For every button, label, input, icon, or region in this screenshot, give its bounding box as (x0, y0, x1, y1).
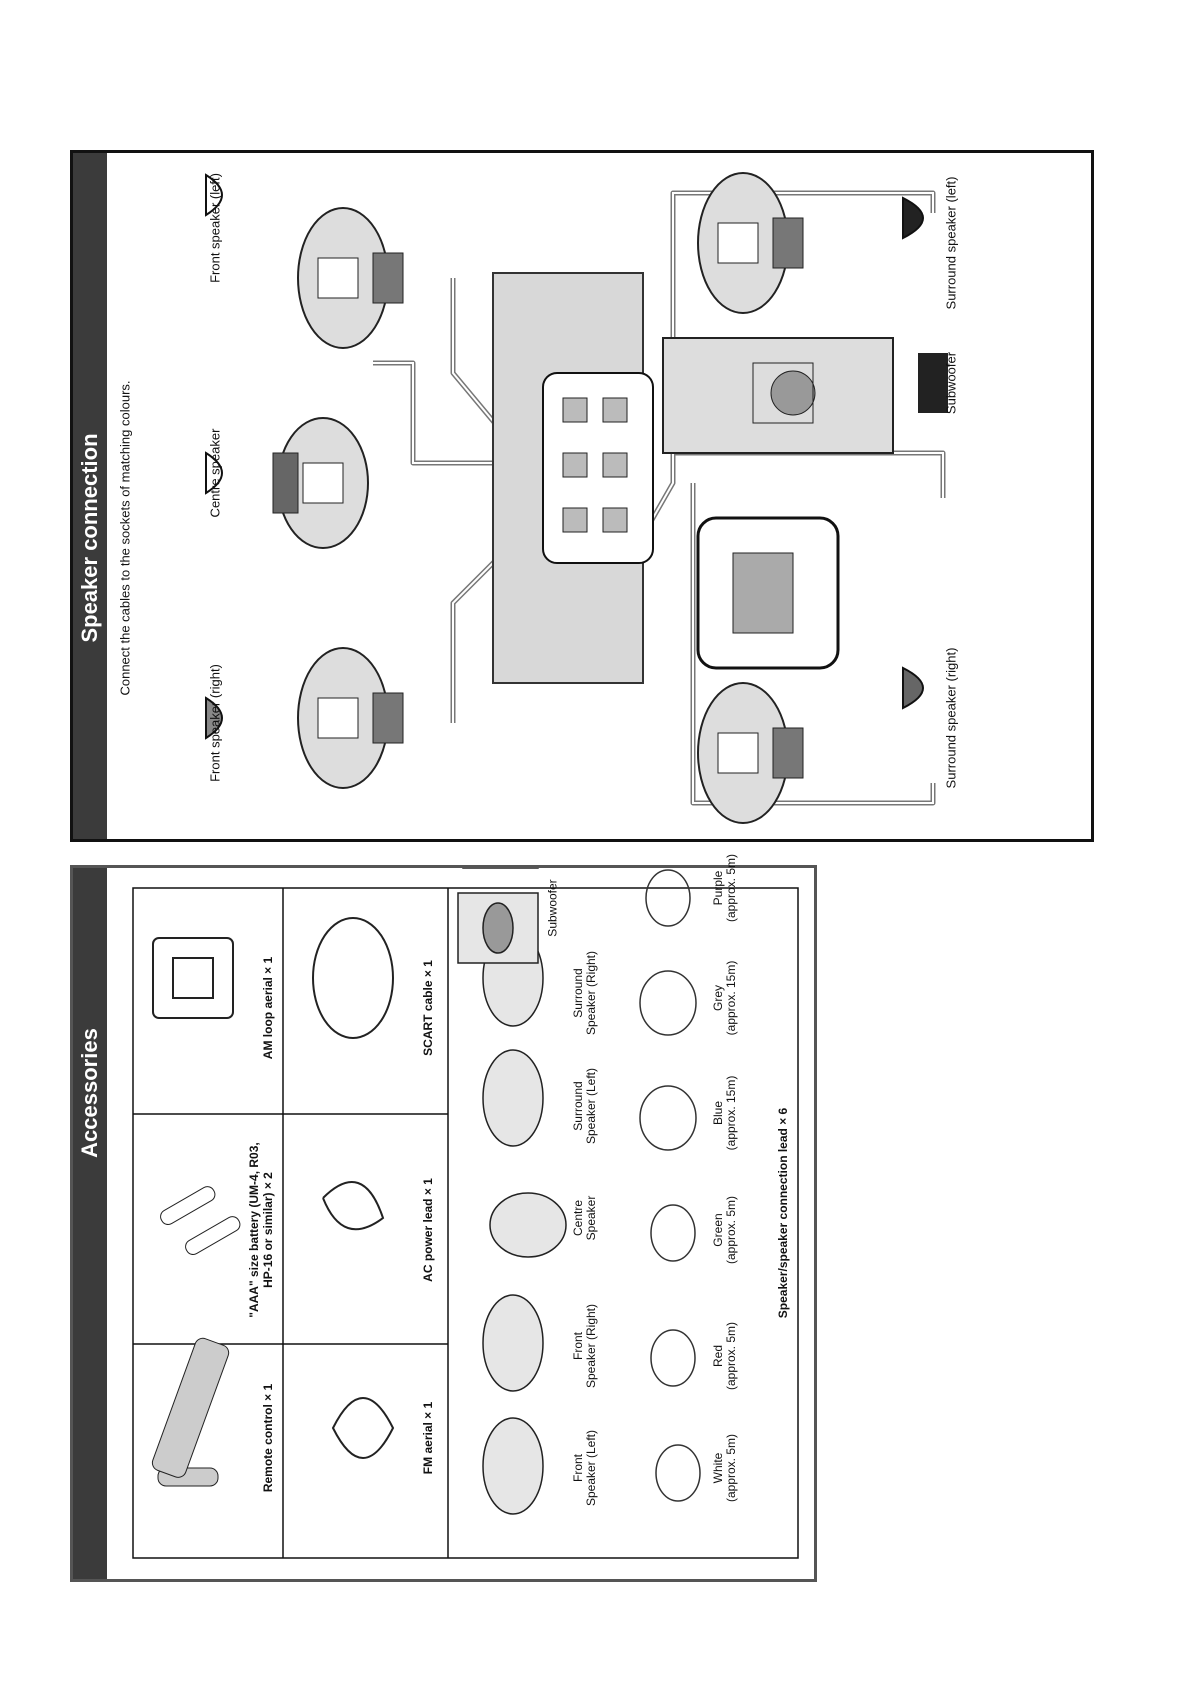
subwoofer-label: Subwoofer (943, 351, 959, 415)
terminal-detail-callout (698, 518, 838, 668)
surround-left-shape-icon (903, 198, 923, 238)
lead-purple-color: Purple (711, 870, 725, 906)
front-right-caption-1: Front (571, 1331, 585, 1361)
subwoofer-caption: Subwoofer (545, 879, 560, 937)
front-left-caption (572, 1430, 598, 1506)
lead-purple (646, 870, 690, 926)
lead-green-color: Green (711, 1213, 725, 1247)
lead-white-caption (712, 1434, 738, 1502)
surround-left-caption (572, 1068, 598, 1144)
acc-surround-left-speaker (483, 1050, 543, 1146)
surround-left-label: Surround speaker (left) (943, 176, 959, 310)
surround-right-caption-2: Speaker (Right) (584, 950, 598, 1036)
lead-red-color: Red (711, 1345, 725, 1368)
front-left-label: Front speaker (left) (207, 173, 223, 283)
accessories-grid (73, 868, 814, 1579)
centre-speaker-drawing (273, 418, 368, 548)
lead-blue-caption (712, 1076, 738, 1151)
am-aerial-drawing (153, 938, 233, 1018)
front-left-caption-1: Front (571, 1453, 585, 1483)
lead-blue (640, 1086, 696, 1150)
speaker-connection-diagram (73, 153, 1091, 839)
accessories-title: Accessories (77, 1028, 102, 1158)
surround-right-shape-icon (903, 668, 923, 708)
front-left-speaker-drawing (298, 208, 403, 348)
battery-label-line2: HP-16 or similar) × 2 (261, 1172, 275, 1288)
lead-purple-caption (712, 854, 738, 922)
surround-right-label: Surround speaker (right) (943, 647, 959, 789)
lead-red-length: (approx. 5m) (724, 1321, 738, 1391)
lead-grey (640, 971, 696, 1035)
scart-drawing (313, 918, 393, 1038)
speaker-connection-panel (70, 150, 1094, 842)
centre-caption (572, 1196, 598, 1241)
acc-front-right-speaker (483, 1295, 543, 1391)
scart-label: SCART cable × 1 (421, 960, 435, 1056)
lead-blue-color: Blue (711, 1100, 725, 1126)
battery-drawing (158, 1184, 242, 1257)
speaker-connection-title: Speaker connection (77, 433, 102, 643)
accessories-panel (70, 853, 817, 1582)
front-right-caption-2: Speaker (Right) (584, 1303, 598, 1389)
centre-label: Centre speaker (207, 428, 223, 518)
speaker-connection-instruction: Connect the cables to the sockets of matching colours. (117, 380, 133, 696)
lead-green-caption (712, 1196, 738, 1264)
front-left-caption-2: Speaker (Left) (584, 1429, 598, 1507)
battery-label (247, 1142, 275, 1317)
fm-aerial-label: FM aerial × 1 (421, 1401, 435, 1475)
surround-right-caption-1: Surround (571, 968, 585, 1018)
battery-label-line1: "AAA" size battery (UM-4, R03, (247, 1142, 261, 1318)
remote-control-drawing (150, 1336, 231, 1486)
lead-red (651, 1330, 695, 1386)
acc-front-left-speaker (483, 1418, 543, 1514)
front-right-speaker-drawing (298, 648, 403, 788)
fm-aerial-drawing (333, 1398, 393, 1458)
front-right-label: Front speaker (right) (207, 664, 223, 782)
ac-lead-label: AC power lead × 1 (421, 1178, 435, 1282)
lead-grey-color: Grey (711, 984, 725, 1012)
centre-caption-2: Speaker (584, 1195, 598, 1241)
lead-green-length: (approx. 5m) (724, 1195, 738, 1265)
lead-white-length: (approx. 5m) (724, 1433, 738, 1503)
ac-lead-drawing (323, 1182, 383, 1229)
lead-white-color: White (711, 1452, 725, 1484)
remote-label: Remote control × 1 (261, 1383, 275, 1493)
surround-left-caption-1: Surround (571, 1081, 585, 1131)
acc-subwoofer (458, 893, 538, 963)
surround-right-caption (572, 951, 598, 1035)
lead-green (651, 1205, 695, 1261)
leads-caption: Speaker/speaker connection lead × 6 (776, 1107, 790, 1319)
lead-red-caption (712, 1322, 738, 1390)
lead-grey-length: (approx. 15m) (724, 960, 738, 1036)
lead-white (656, 1445, 700, 1501)
lead-grey-caption (712, 961, 738, 1036)
am-aerial-label: AM loop aerial × 1 (261, 956, 275, 1060)
centre-caption-1: Centre (571, 1199, 585, 1237)
lead-purple-length: (approx. 5m) (724, 853, 738, 923)
front-right-caption (572, 1304, 598, 1388)
surround-left-caption-2: Speaker (Left) (584, 1067, 598, 1145)
acc-centre-speaker (490, 1193, 566, 1257)
subwoofer-drawing (663, 338, 893, 453)
lead-blue-length: (approx. 15m) (724, 1075, 738, 1151)
